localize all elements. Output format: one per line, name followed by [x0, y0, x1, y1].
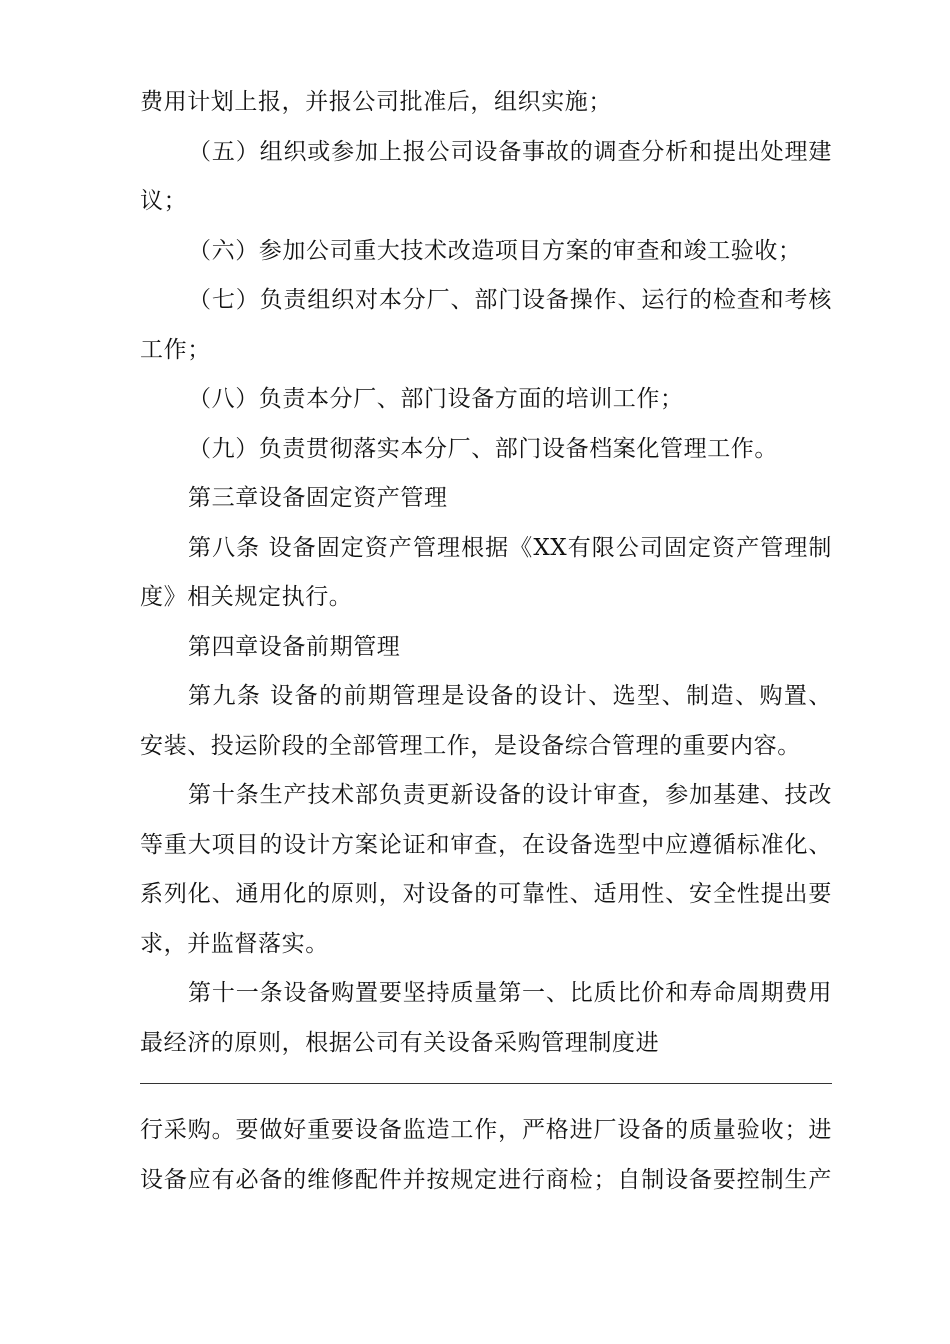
text-line: 最经济的原则，根据公司有关设备采购管理制度进 [140, 1029, 660, 1056]
text-line: 费用计划上报，并报公司批准后，组织实施； [140, 89, 612, 115]
text-line: （五）组织或参加上报公司设备事故的调查分析和提出处理建 [188, 138, 832, 165]
text-line: 第九条 设备的前期管理是设备的设计、选型、制造、购置、 [188, 683, 832, 709]
text-line: 度》相关规定执行。 [140, 584, 353, 610]
text-line: （七）负责组织对本分厂、部门设备操作、运行的检查和考核 [188, 287, 832, 313]
page-bottom-text [140, 1106, 832, 1205]
text-line: 议； [140, 188, 188, 214]
text-line: 第四章设备前期管理 [188, 633, 401, 660]
text-line: 第十条生产技术部负责更新设备的设计审查，参加基建、技改 [188, 782, 832, 808]
text-line: 第十一条设备购置要坚持质量第一、比质比价和寿命周期费用 [188, 980, 832, 1006]
text-line: 设备应有必备的维修配件并按规定进行商检；自制设备要控制生产 [140, 1166, 832, 1193]
page-top-text [140, 78, 832, 1068]
text-line: （九）负责贯彻落实本分厂、部门设备档案化管理工作。 [188, 435, 778, 462]
text-line: 工作； [140, 336, 211, 363]
text-line: 第八条 设备固定资产管理根据《XX有限公司固定资产管理制 [188, 534, 832, 561]
page-divider [140, 1083, 832, 1084]
text-line: （六）参加公司重大技术改造项目方案的审查和竣工验收； [188, 237, 802, 264]
text-line: 安装、投运阶段的全部管理工作，是设备综合管理的重要内容。 [140, 732, 801, 759]
text-line: （八）负责本分厂、部门设备方面的培训工作； [188, 386, 684, 412]
text-line: 求，并监督落实。 [140, 930, 329, 957]
text-line: 等重大项目的设计方案论证和审查，在设备选型中应遵循标准化、 [140, 831, 832, 858]
text-line: 系列化、通用化的原则，对设备的可靠性、适用性、安全性提出要 [140, 881, 832, 907]
text-line: 行采购。要做好重要设备监造工作，严格进厂设备的质量验收；进 [140, 1117, 832, 1143]
text-line: 第三章设备固定资产管理 [188, 485, 448, 511]
